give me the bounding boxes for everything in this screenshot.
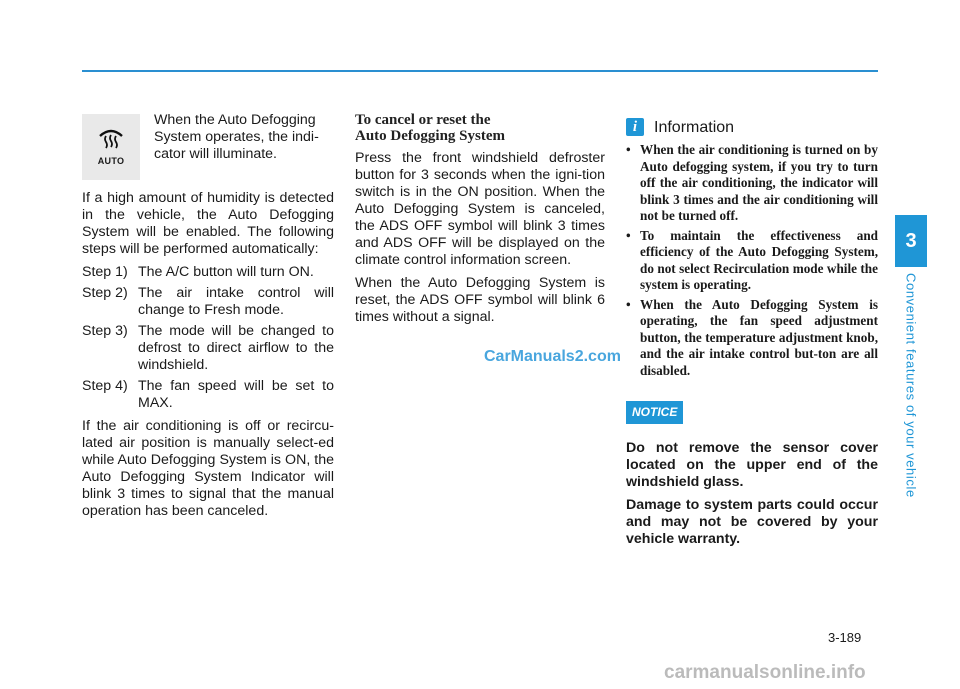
step-item: Step 2) The air intake control will change to Fresh mode. bbox=[82, 285, 334, 318]
information-title: Information bbox=[654, 118, 735, 136]
watermark: CarManuals2.com bbox=[484, 348, 621, 365]
recirculation-paragraph: If the air conditioning is off or recircu-lated air position is manually select-ed while Auto Defogging System is ON, the Auto Defogging System Indicator will blink 3 times to signal that the manual operation has been canceled. bbox=[82, 418, 334, 519]
step-list bbox=[82, 264, 334, 412]
list-item: • To maintain the effectiveness and efficiency of the Auto Defogging System, do not select Recirculation mode while the system is operating. bbox=[626, 227, 878, 292]
column-middle bbox=[355, 112, 605, 332]
indicator-intro bbox=[82, 112, 334, 180]
top-rule bbox=[82, 70, 878, 72]
warranty-paragraph: Damage to system parts could occur and may not be covered by your vehicle warranty. bbox=[626, 497, 878, 547]
step-item: Step 1) The A/C button will turn ON. bbox=[82, 264, 314, 280]
intro-text: When the Auto Defogging System operates, the indi-cator will illuminate. bbox=[154, 112, 319, 162]
section-heading: To cancel or reset the Auto Defogging System bbox=[355, 112, 505, 144]
cancel-paragraph: Press the front windshield defroster button for 3 seconds when the igni-tion switch is in the ON position. When the Auto Defogging System is canceled, the ADS OFF symbol will blink 3 times and ADS OFF will be displayed on the climate control information screen. bbox=[355, 150, 605, 268]
information-header bbox=[626, 118, 878, 136]
chapter-label: Convenient features of your vehicle bbox=[903, 272, 919, 498]
auto-defog-indicator bbox=[82, 114, 140, 180]
footer-watermark: carmanualsonline.info bbox=[664, 662, 866, 683]
page-number: 3-189 bbox=[828, 630, 862, 645]
information-list bbox=[626, 142, 878, 379]
defrost-icon bbox=[97, 124, 125, 150]
notice-badge: NOTICE bbox=[626, 401, 683, 424]
reset-paragraph: When the Auto Defogging System is reset, the ADS OFF symbol will blink 6 times without a signal. bbox=[355, 275, 605, 325]
notice-paragraph: Do not remove the sensor cover located on the upper end of the windshield glass. bbox=[626, 440, 878, 490]
step-item: Step 4) The fan speed will be set to MAX. bbox=[82, 378, 334, 411]
chapter-tab: 3 bbox=[895, 215, 927, 267]
info-icon: i bbox=[626, 118, 644, 136]
list-item: • When the Auto Defogging System is operating, the fan speed adjustment button, the temperature adjustment knob, and the air intake control but-ton are all disabled. bbox=[626, 296, 878, 378]
auto-label: AUTO bbox=[97, 156, 125, 166]
column-left bbox=[82, 112, 334, 526]
column-right bbox=[626, 118, 878, 554]
humidity-paragraph: If a high amount of humidity is detected in the vehicle, the Auto Defogging System will be enabled. The following steps will be performed automatically: bbox=[82, 190, 334, 257]
step-item: Step 3) The mode will be changed to defrost to direct airflow to the windshield. bbox=[82, 323, 334, 373]
list-item: • When the air conditioning is turned on by Auto defogging system, if you try to turn off the air conditioning, the indicator will blink 3 times and the air conditioning will not be turned off. bbox=[626, 142, 878, 223]
